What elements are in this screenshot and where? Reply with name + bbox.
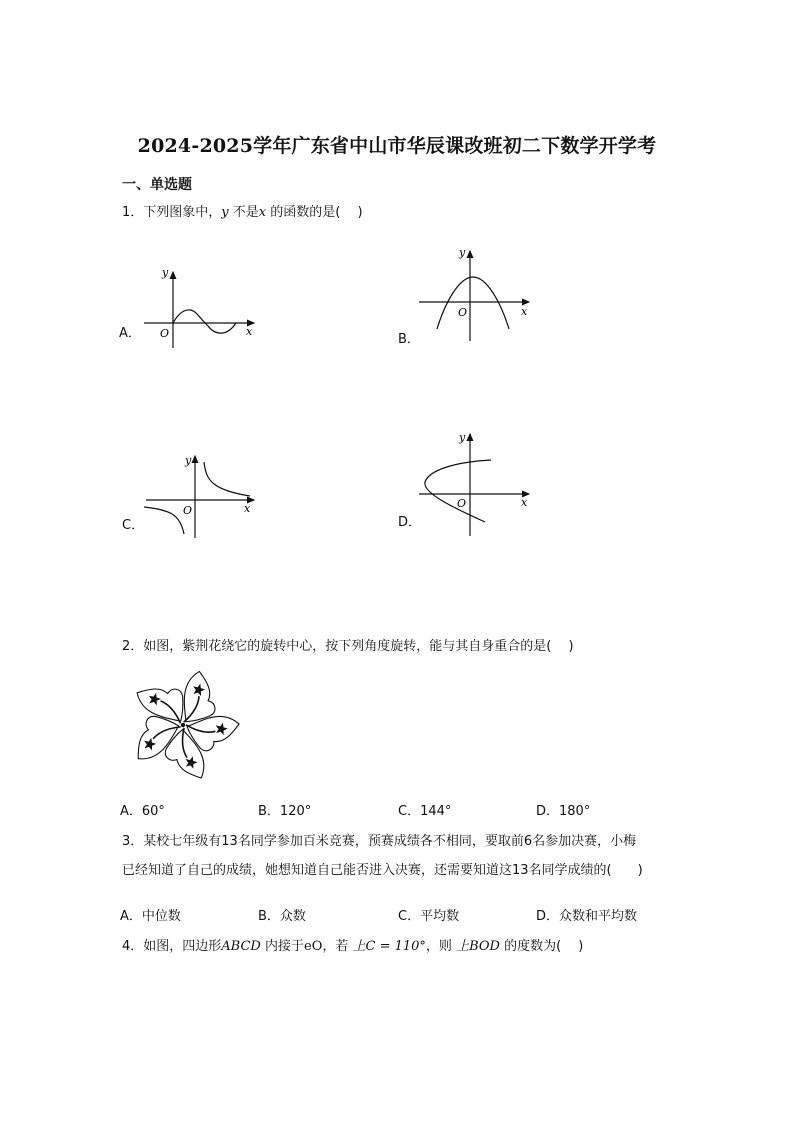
question-text: 内接于 (260, 939, 304, 954)
circle-symbol: eO (304, 939, 323, 954)
y-axis-label: y (459, 246, 466, 259)
angle-c: 上C = 110° (352, 939, 426, 954)
question-text: 如图，四边形 (143, 939, 222, 954)
option-a-label: A． (119, 326, 141, 341)
x-axis-label: x (246, 325, 253, 338)
option-a[interactable]: A．60° (120, 804, 165, 819)
question-3-line-1 (122, 833, 636, 851)
petal-outline (178, 669, 224, 728)
sine-curve (173, 310, 236, 333)
option-b-label: B． (398, 332, 420, 347)
option-c[interactable]: C．144° (398, 804, 452, 819)
y-axis-label: y (162, 266, 169, 279)
question-1 (122, 204, 363, 222)
graph-option-c (140, 450, 265, 542)
graph-option-b (415, 243, 540, 346)
petal-outline (123, 707, 185, 766)
section-heading: 一、单选题 (122, 177, 192, 193)
question-text: ，若 (322, 939, 353, 954)
star-icon (193, 684, 205, 695)
graph-option-d (415, 428, 540, 540)
question-number: 1． (122, 205, 144, 220)
question-2 (122, 638, 574, 656)
question-text: 某校七年级有13名同学参加百米竞赛，预赛成绩各不相同，要取前6名参加决赛，小梅 (143, 834, 637, 849)
bauhinia-flower-figure (118, 665, 248, 785)
question-text: ，则 (425, 939, 457, 954)
origin-label: O (160, 327, 170, 340)
option-c[interactable]: C．平均数 (398, 909, 460, 924)
option-b[interactable]: B．120° (258, 804, 312, 819)
star-icon (217, 724, 227, 734)
question-text: 不是 (228, 205, 259, 220)
hyperbola-branch-1 (204, 462, 250, 496)
question-number: 3． (122, 834, 144, 849)
graph-option-a (140, 262, 265, 354)
y-axis-label: y (459, 431, 466, 444)
rotation-center (181, 723, 185, 727)
question-4 (122, 938, 583, 956)
var-quadrilateral: ABCD (221, 939, 261, 954)
origin-label: O (183, 504, 193, 517)
flower-petal (177, 669, 223, 729)
origin-label: O (458, 306, 468, 319)
question-text: 下列图象中， (143, 205, 222, 220)
petal-outline (159, 726, 209, 785)
star-icon (185, 757, 197, 769)
parabola-curve (437, 277, 509, 329)
question-text: 如图，紫荆花绕它的旋转中心，按下列角度旋转，能与其自身重合的是( ) (143, 639, 574, 654)
sideways-parabola-curve (425, 460, 491, 522)
option-d[interactable]: D．180° (536, 804, 591, 819)
x-axis-label: x (521, 496, 528, 509)
hyperbola-branch-2 (144, 507, 184, 534)
flower-petal (159, 725, 209, 785)
origin-label: O (457, 497, 467, 510)
star-icon (143, 738, 156, 751)
question-text: 的度数为( ) (499, 939, 584, 954)
petal-stamen (153, 720, 181, 745)
x-axis-label: x (521, 305, 528, 318)
var-x: x (258, 205, 267, 220)
option-a[interactable]: A．中位数 (120, 909, 181, 924)
y-axis-label: y (185, 454, 192, 467)
question-number: 4． (122, 939, 144, 954)
x-axis-label: x (244, 502, 251, 515)
question-text: 的函数的是( ) (266, 205, 363, 220)
option-d[interactable]: D．众数和平均数 (536, 909, 638, 924)
page-title: 2024-2025学年广东省中山市华辰课改班初二下数学开学考 (137, 135, 657, 157)
question-3-line-2: 已经知道了自己的成绩，她想知道自己能否进入决赛，还需要知道这13名同学成绩的( ) (122, 863, 643, 878)
option-c-label: C． (122, 518, 145, 533)
star-icon (148, 693, 161, 706)
option-b[interactable]: B．众数 (258, 909, 306, 924)
angle-bod: 上BOD (456, 939, 500, 954)
question-number: 2． (122, 639, 144, 654)
option-d-label: D． (398, 515, 422, 530)
var-y: y (221, 205, 229, 220)
